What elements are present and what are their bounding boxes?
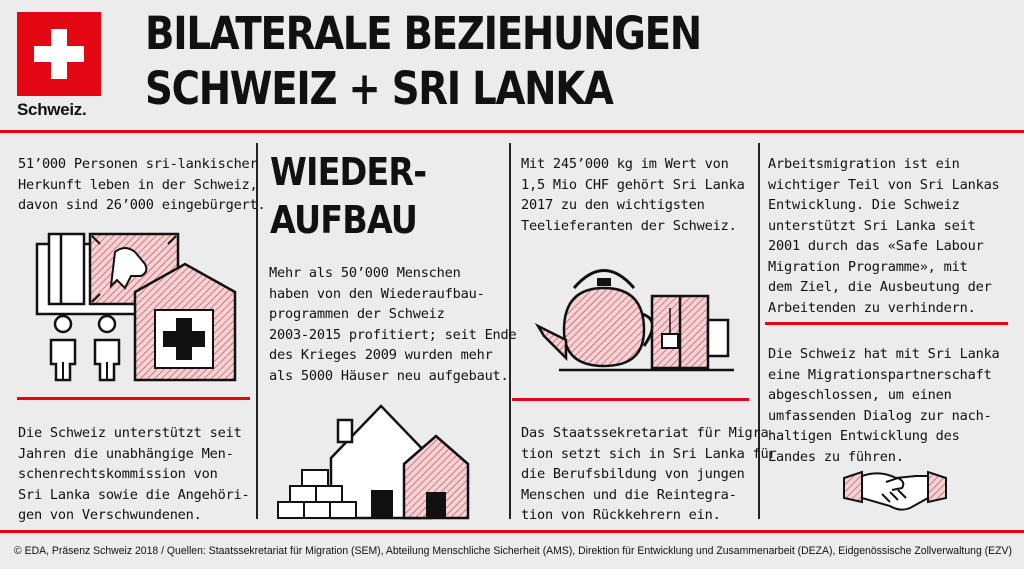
flag-and-house-icon xyxy=(35,222,245,382)
reconstruction-heading: WIEDER- AUFBAU xyxy=(270,150,427,242)
col2-body-text: Mehr als 50’000 Menschen haben von den Wiederaufbau- programmen der Schweiz 2003-2015 profitiert; seit Ende des Krieges 2009 wurden mehr als 5000 Häuser neu aufgebaut. xyxy=(269,265,517,384)
top-divider xyxy=(0,130,1024,133)
swiss-cross-icon xyxy=(17,12,101,96)
swiss-logo xyxy=(17,12,103,120)
col3-divider xyxy=(512,398,749,401)
col4-bottom-text: Die Schweiz hat mit Sri Lanka eine Migrationspartnerschaft abgeschlossen, um einen umfassenden Dialog zur nach- haltigen Entwicklung des Landes zu führen. xyxy=(768,346,1000,465)
col4-top-text: Arbeitsmigration ist ein wichtiger Teil von Sri Lankas Entwicklung. Die Schweiz unterstützt Sri Lanka seit 2001 durch das «Safe Labour Migration Programme», mit dem Ziel, die Ausbeutung der Arbeitenden zu verhindern. xyxy=(768,156,1000,316)
title-line-2: SCHWEIZ + SRI LANKA xyxy=(145,62,613,115)
col1-divider xyxy=(17,397,250,400)
teapot-and-tea-icon xyxy=(534,248,739,378)
col3-top-text: Mit 245’000 kg im Wert von 1,5 Mio CHF gehört Sri Lanka 2017 zu den wichtigsten Teelieferanten der Schweiz. xyxy=(521,156,745,234)
bottom-divider xyxy=(0,530,1024,533)
col1-bottom-text: Die Schweiz unterstützt seit Jahren die unabhängige Men- schenrechtskommission von Sri Lanka sowie die Angehöri- gen von Verschwundenen. xyxy=(18,425,250,523)
houses-and-bricks-icon xyxy=(276,402,496,520)
col3-bottom-text: Das Staatssekretariat für Migra- tion setzt sich in Sri Lanka für die Berufsbildung von jungen Menschen und die Reintegra- tion von Rückkehrern ein. xyxy=(521,425,777,523)
col4-divider xyxy=(765,322,1008,325)
handshake-icon xyxy=(840,468,950,512)
col1-top-text: 51’000 Personen sri-lankischer Herkunft leben in der Schweiz, davon sind 26’000 eingebürgert. xyxy=(18,156,266,213)
source-footer: © EDA, Präsenz Schweiz 2018 / Quellen: Staatssekretariat für Migration (SEM), Abteilung Menschliche Sicherheit (AMS), Direktion für Entwicklung und Zusammenarbeit (DEZA), Eidgenössische Zollverwaltung (EZV) xyxy=(14,545,1012,557)
title-line-1: BILATERALE BEZIEHUNGEN xyxy=(145,7,701,60)
logo-wordmark: Schweiz. xyxy=(17,100,87,119)
page-title xyxy=(145,6,701,116)
